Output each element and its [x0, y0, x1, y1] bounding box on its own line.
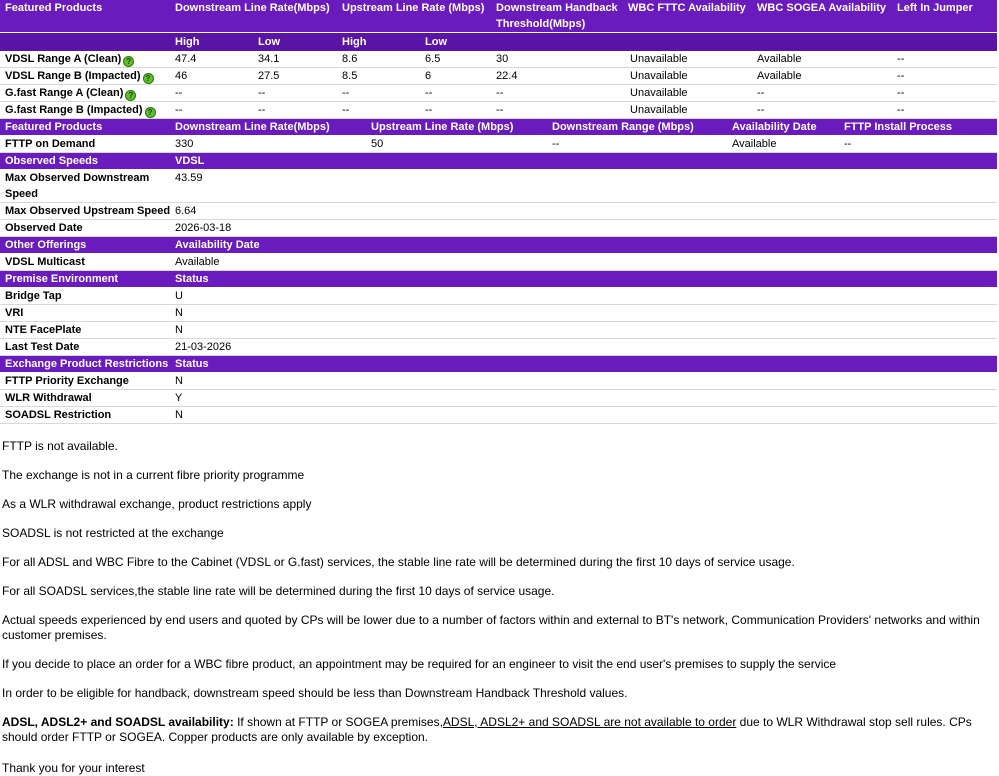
- table-row: VRI N: [0, 305, 997, 322]
- note-adsl-availability: ADSL, ADSL2+ and SOADSL availability: If shown at FTTP or SOGEA premises,ADSL, ADSL2+ and SOADSL are not available to order due to WLR Withdrawal stop sell rules. CPs should order FTTP or SOGEA. Copper products are only available by exception.: [2, 715, 972, 744]
- table-row: VDSL Range B (Impacted) ? 46 27.5 8.5 6 22.4 Unavailable Available --: [0, 68, 997, 85]
- observed-speeds-header: Observed Speeds VDSL: [0, 153, 997, 170]
- notes-section: [0, 439, 999, 776]
- product-name: G.fast Range A (Clean) ?: [0, 85, 170, 102]
- help-icon[interactable]: ?: [145, 107, 156, 118]
- col-left-in-jumper: Left In Jumper: [892, 0, 997, 33]
- fttp-products-table: [0, 119, 997, 153]
- premise-environment-header: Premise Environment Status: [0, 271, 997, 288]
- table-row: VDSL Multicast Available: [0, 254, 997, 271]
- note-handback: In order to be eligible for handback, downstream speed should be less than Downstream Handback Threshold values.: [2, 686, 628, 700]
- note-fttp: FTTP is not available.: [2, 439, 118, 453]
- col-featured-products: Featured Products: [0, 0, 170, 33]
- help-icon[interactable]: ?: [123, 56, 134, 67]
- table-row: FTTP Priority Exchange N: [0, 373, 997, 390]
- fttp-products-header: Featured Products Downstream Line Rate(Mbps) Upstream Line Rate (Mbps) Downstream Range (Mbps) Availability Date FTTP Install Process: [0, 119, 997, 136]
- table-row: VDSL Range A (Clean) ? 47.4 34.1 8.6 6.5 30 Unavailable Available --: [0, 51, 997, 68]
- note-fibre-priority: The exchange is not in a current fibre priority programme: [2, 468, 305, 482]
- note-appointment: If you decide to place an order for a WBC fibre product, an appointment may be required for an engineer to visit the end user's premises to supply the service: [2, 657, 837, 671]
- featured-products-header: [0, 0, 997, 33]
- table-row: Max Observed Downstream Speed 43.59: [0, 170, 997, 203]
- col-upstream-line-rate: Upstream Line Rate (Mbps): [337, 0, 491, 33]
- col-downstream-handback: Downstream Handback Threshold(Mbps): [491, 0, 623, 33]
- table-row: Last Test Date 21-03-2026: [0, 339, 997, 356]
- sub-upstream-low: Low: [420, 33, 491, 52]
- not-available-link[interactable]: ADSL, ADSL2+ and SOADSL are not available to order: [442, 715, 737, 729]
- exchange-restrictions-header: Exchange Product Restrictions Status: [0, 356, 997, 373]
- col-wbc-fttc: WBC FTTC Availability: [623, 0, 752, 33]
- table-row: SOADSL Restriction N: [0, 407, 997, 424]
- note-stable-rate-fttc: For all ADSL and WBC Fibre to the Cabinet (VDSL or G.fast) services, the stable line rate will be determined during the first 10 days of service usage.: [2, 555, 795, 569]
- col-wbc-sogea: WBC SOGEA Availability: [752, 0, 892, 33]
- featured-products-table: [0, 0, 997, 119]
- table-row: FTTP on Demand 330 50 -- Available --: [0, 136, 997, 153]
- premise-environment-table: [0, 271, 997, 356]
- col-downstream-line-rate: Downstream Line Rate(Mbps): [170, 0, 337, 33]
- note-actual-speeds: Actual speeds experienced by end users and quoted by CPs will be lower due to a number of factors within and external to BT's network, Communication Providers' networks and within customer premises.: [2, 613, 980, 642]
- sub-upstream-high: High: [337, 33, 420, 52]
- sub-downstream-high: High: [170, 33, 253, 52]
- other-offerings-table: [0, 237, 997, 271]
- note-soadsl: SOADSL is not restricted at the exchange: [2, 526, 224, 540]
- table-row: G.fast Range B (Impacted) ? -- -- -- -- -- Unavailable -- --: [0, 102, 997, 119]
- note-thank-you: Thank you for your interest: [2, 761, 145, 775]
- help-icon[interactable]: ?: [143, 73, 154, 84]
- product-name: G.fast Range B (Impacted) ?: [0, 102, 170, 119]
- note-stable-rate-soadsl: For all SOADSL services,the stable line rate will be determined during the first 10 days of service usage.: [2, 584, 555, 598]
- sub-downstream-low: Low: [253, 33, 337, 52]
- note-wlr-withdrawal: As a WLR withdrawal exchange, product restrictions apply: [2, 497, 312, 511]
- table-row: Observed Date 2026-03-18: [0, 220, 997, 237]
- table-row: WLR Withdrawal Y: [0, 390, 997, 407]
- table-row: G.fast Range A (Clean) ? -- -- -- -- -- Unavailable -- --: [0, 85, 997, 102]
- table-row: Bridge Tap U: [0, 288, 997, 305]
- table-row: NTE FacePlate N: [0, 322, 997, 339]
- table-row: Max Observed Upstream Speed 6.64: [0, 203, 997, 220]
- observed-speeds-table: [0, 153, 997, 237]
- product-name: VDSL Range A (Clean) ?: [0, 51, 170, 68]
- exchange-restrictions-table: [0, 356, 997, 424]
- product-name: VDSL Range B (Impacted) ?: [0, 68, 170, 85]
- help-icon[interactable]: ?: [125, 90, 136, 101]
- other-offerings-header: Other Offerings Availability Date: [0, 237, 997, 254]
- featured-products-subheader: [0, 33, 997, 52]
